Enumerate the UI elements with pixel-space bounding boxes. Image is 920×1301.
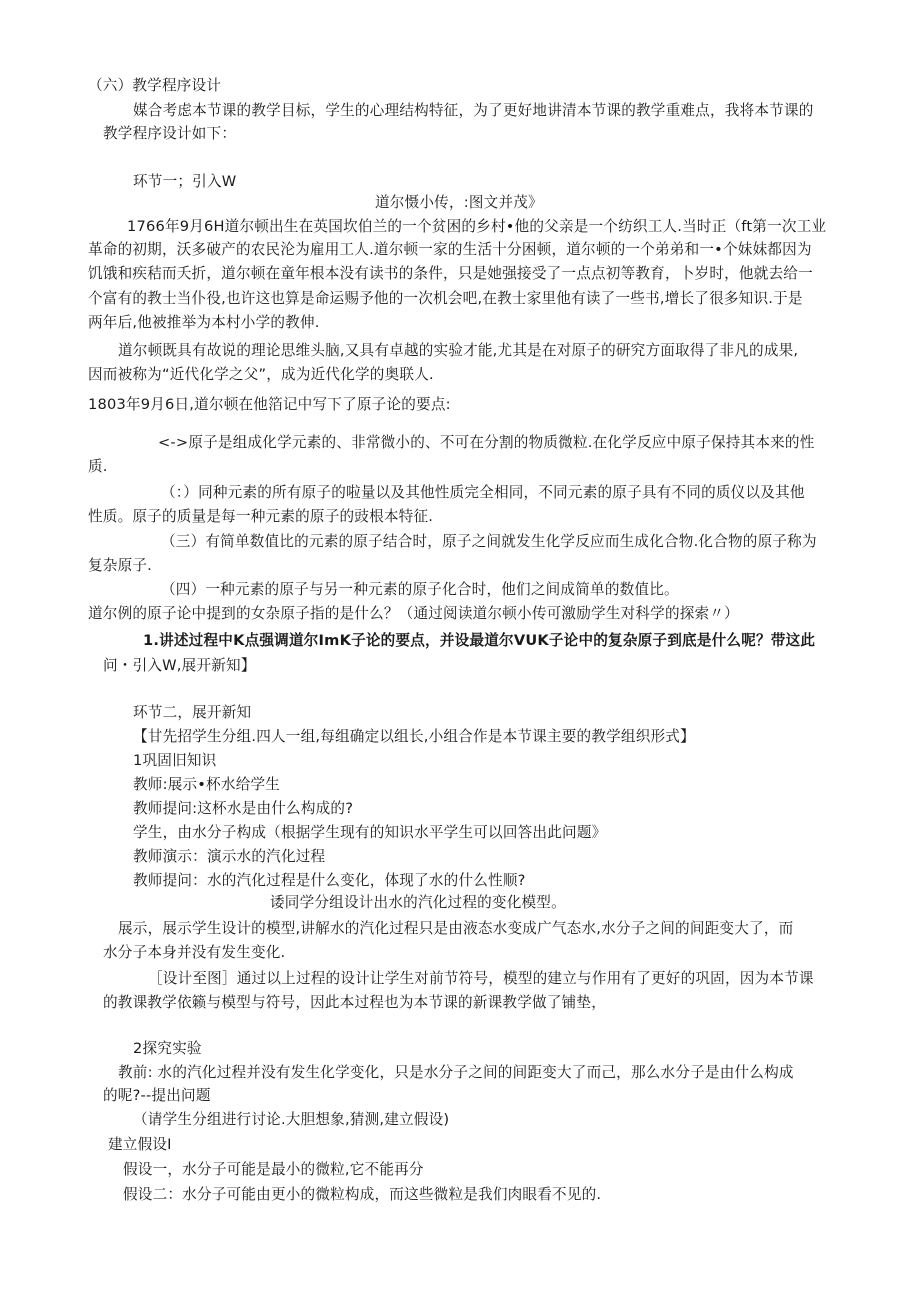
stage1-heading: 环节一；引入W [133, 173, 237, 190]
story-line: 1766年9月6H道尔顿出生在英国坎伯兰的一个贫困的乡村•他的父亲是一个纺织工人.当时正（ft第一次工业 [127, 218, 827, 235]
dialogue-line: 教师演示：演示水的汽化过程 [133, 848, 326, 865]
stage2-heading: 环节二，展开新知 [133, 704, 252, 721]
story-line: 饥饿和疾秸而夭折，道尔顿在童年根本没有读书的条件，只是她强接受了一点点初等教育，卜岁时，他就去给一 [88, 265, 813, 282]
diary-line: 1803年9月6日,道尔顿在他箔记中写下了原子论的要点: [88, 396, 451, 413]
intro-line: 教学程序设计如下： [103, 125, 237, 142]
point-line: （四）一种元素的原子与另一种元素的原子化合时，他们之间成简单的数值比。 [161, 581, 679, 598]
display-line: 水分子本身并没有发生变化. [103, 944, 286, 961]
story-line: 个富有的教士当仆役,也许这也算是命运赐予他的一次机会吧,在教士家里他有读了一些书,增长了很多知识.于是 [88, 290, 803, 307]
dialogue-line: 教师:展示•杯水给学生 [133, 776, 281, 793]
teacher-line: 的呢?--提出问题 [103, 1087, 211, 1104]
design-note-line: 1.讲述过程中K点强调道尔ImK子论的要点，并设最道尔VUK子论中的复杂原子到底是什么呢？带这此 [143, 632, 816, 649]
discussion-line: （请学生分组进行讨论.大胆想象,猜测,建立假设) [133, 1111, 450, 1128]
story2-line: 因而被称为“近代化学之父”，成为近代化学的奥联人. [88, 366, 434, 383]
intent-line: 的教课教学依籁与模型与符号，因此本过程也为本节课的新课教学做了铺垫， [103, 994, 606, 1011]
story2-line: 道尔顿既具有故说的理论思维头脑,又具有卓越的实验才能,尤其是在对原子的研究方面取得了非凡的成果, [118, 342, 799, 359]
point-line: 质. [88, 458, 108, 475]
intent-line: ［设计至图］通过以上过程的设计让学生对前节符号，模型的建立与作用有了更好的巩固，因为本节课 [148, 970, 814, 987]
hypothesis-heading: 建立假设I [108, 1136, 172, 1153]
dialogue-line: 教师提问：水的汽化过程是什么变化，体现了水的什么性顺? [133, 872, 526, 889]
question-line: 道尔例的原子论中提到的女杂原子指的是什么？（通过阅读道尔顿小传可激励学生对科学的探索〃） [88, 605, 739, 622]
sub1-heading: 1巩固旧知识 [133, 752, 217, 769]
point-line: <->原子是组成化学元素的、非常微小的、不可在分割的物质微粒.在化学反应中原子保持其本来的性 [158, 434, 815, 451]
story-line: 革命的初期，沃多破产的农民沦为雇用工人.道尔顿一家的生活十分困顿，道尔顿的一个弟弟和一•个妹妹都因为 [88, 241, 812, 258]
display-line: 展示，展示学生设计的模型,讲解水的汽化过程只是由液态水变成广气态水,水分子之间的间距变大了，而 [118, 920, 794, 937]
teacher-line: 教前: 水的汽化过程并没有发生化学变化，只是水分子之间的间距变大了而己，那么水分子是由什么构成 [118, 1064, 794, 1081]
story-line: 两年后,他被推举为本村小学的教伸. [88, 314, 320, 331]
dialogue-line: 学生，由水分子构成（根据学生现有的知识水平学生可以回答出此问题》 [133, 824, 607, 841]
point-line: （：）同种元素的所有原子的啦量以及其他性质完全相同，不同元素的原子具有不同的质仪以及其他 [161, 484, 805, 501]
point-line: （三）有简单数值比的元素的原子结合时，原子之间就发生化学反应而生成化合物.化合物的原子称为 [161, 533, 817, 550]
section-heading: （六）教学程序设计 [88, 77, 222, 94]
hypothesis-line: 假设一，水分子可能是最小的微粒,它不能再分 [123, 1161, 424, 1178]
grouping-line: 【甘先招学生分组.四人一组,每组确定以组长,小组合作是本节课主要的教学组织形式】 [133, 728, 695, 745]
design-note-line: 问・引入W,展开新知】 [103, 657, 256, 674]
point-line: 复杂原子. [88, 557, 153, 574]
intro-line: 媒合考虑本节课的教学目标，学生的心理结构特征，为了更好地讲清本节课的教学重难点，我将本节课的 [133, 102, 814, 119]
hypothesis-line: 假设二：水分子可能由更小的微粒构成，而这些微粒是我们肉眼看不见的. [123, 1186, 602, 1203]
sub2-heading: 2探究实验 [133, 1040, 202, 1057]
story-title: 道尔慑小传，:图文并茂》 [375, 194, 543, 211]
point-line: 性质。原子的质量是每一种元素的原子的豉根本特征. [88, 508, 434, 525]
design-line: 诿同学分组设计出水的汽化过程的变化模型。 [270, 894, 566, 911]
dialogue-line: 教师提问:这杯水是由什么构成的? [133, 800, 354, 817]
